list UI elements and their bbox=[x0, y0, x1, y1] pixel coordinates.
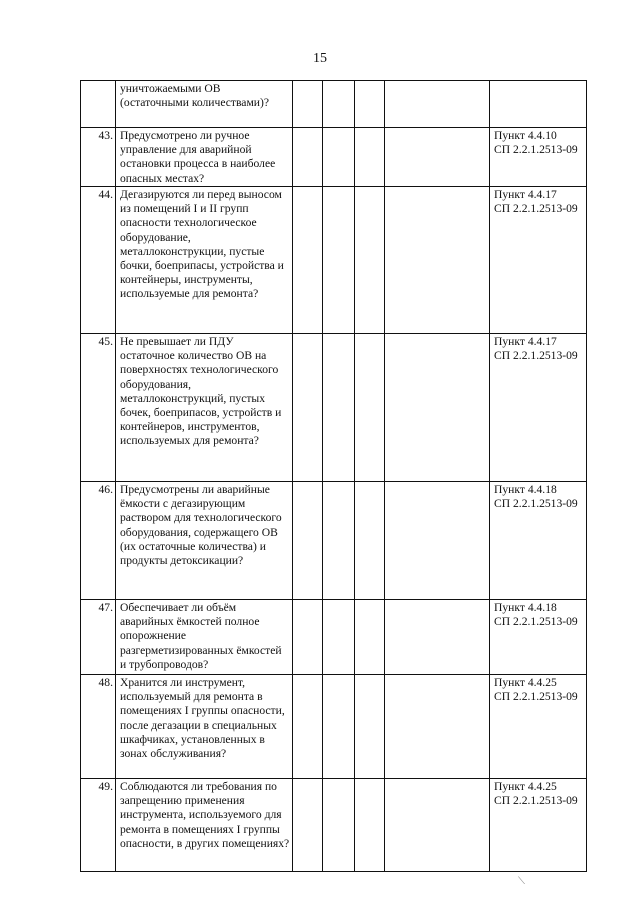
comment-cell[interactable] bbox=[385, 779, 490, 872]
reference-cell bbox=[490, 81, 587, 128]
answer-cell-na[interactable] bbox=[355, 600, 385, 675]
reference-cell bbox=[490, 600, 587, 675]
row-number: 43. bbox=[81, 128, 116, 187]
reference-document: СП 2.2.1.2513-09 bbox=[494, 143, 578, 157]
row-number: 47. bbox=[81, 600, 116, 675]
scan-speck-mark: ⟍ bbox=[518, 876, 525, 887]
answer-cell-na[interactable] bbox=[355, 675, 385, 779]
answer-cell-no[interactable] bbox=[323, 128, 355, 187]
table-row bbox=[81, 128, 587, 187]
row-number bbox=[81, 81, 116, 128]
answer-cell-no[interactable] bbox=[323, 600, 355, 675]
answer-cell-yes[interactable] bbox=[293, 187, 323, 334]
reference-document: СП 2.2.1.2513-09 bbox=[494, 794, 578, 808]
question-text: Не превышает ли ПДУ остаточное количество ОВ на поверхностях технологического оборудования, металлоконструкций, пустых бочек, боеприпасов, устройств и контейнеров, инструментов, используемых для ремонта? bbox=[120, 335, 282, 448]
reference-document: СП 2.2.1.2513-09 bbox=[494, 615, 578, 629]
answer-cell-no[interactable] bbox=[323, 187, 355, 334]
question-cell bbox=[116, 482, 293, 600]
reference-cell bbox=[490, 482, 587, 600]
answer-cell-no[interactable] bbox=[323, 482, 355, 600]
row-number: 46. bbox=[81, 482, 116, 600]
question-text: Предусмотрено ли ручное управление для аварийной остановки процесса в наиболее опасных местах? bbox=[120, 129, 276, 185]
table-row bbox=[81, 600, 587, 675]
reference-clause: Пункт 4.4.25 bbox=[494, 676, 557, 689]
comment-cell[interactable] bbox=[385, 600, 490, 675]
comment-cell[interactable] bbox=[385, 675, 490, 779]
row-number: 44. bbox=[81, 187, 116, 334]
reference-document: СП 2.2.1.2513-09 bbox=[494, 349, 578, 363]
reference-cell bbox=[490, 675, 587, 779]
reference-document: СП 2.2.1.2513-09 bbox=[494, 202, 578, 216]
reference-document: СП 2.2.1.2513-09 bbox=[494, 497, 578, 511]
answer-cell-yes[interactable] bbox=[293, 482, 323, 600]
table-row bbox=[81, 81, 587, 128]
reference-clause: Пункт 4.4.18 bbox=[494, 483, 557, 496]
table-row bbox=[81, 334, 587, 482]
question-text: Предусмотрены ли аварийные ёмкости с дегазирующим раствором для технологического оборудования, содержащего ОВ (их остаточные количества) и продукты детоксикации? bbox=[120, 483, 282, 568]
question-text: уничтожаемыми ОВ (остаточными количествами)? bbox=[120, 82, 269, 110]
question-cell bbox=[116, 128, 293, 187]
checklist-table bbox=[80, 80, 587, 872]
question-cell bbox=[116, 81, 293, 128]
question-cell bbox=[116, 334, 293, 482]
reference-cell bbox=[490, 779, 587, 872]
row-number: 48. bbox=[81, 675, 116, 779]
answer-cell-na[interactable] bbox=[355, 779, 385, 872]
answer-cell-yes[interactable] bbox=[293, 675, 323, 779]
answer-cell-no[interactable] bbox=[323, 81, 355, 128]
reference-clause: Пункт 4.4.10 bbox=[494, 129, 557, 142]
reference-clause: Пункт 4.4.17 bbox=[494, 188, 557, 201]
table-row bbox=[81, 482, 587, 600]
question-text: Дегазируются ли перед выносом из помещений I и II групп опасности технологическое оборудование, металлоконструкции, пустые бочки, боеприпасы, устройства и контейнеры, инструменты, используемые для ремонта? bbox=[120, 188, 284, 301]
reference-cell bbox=[490, 334, 587, 482]
question-text: Соблюдаются ли требования по запрещению применения инструмента, используемого для ремонта в помещениях I группы опасности, в других помещениях? bbox=[120, 780, 290, 850]
question-text: Хранится ли инструмент, используемый для ремонта в помещениях I группы опасности, после дегазации в специальных шкафчиках, установленных в зонах обслуживания? bbox=[120, 676, 285, 761]
answer-cell-yes[interactable] bbox=[293, 81, 323, 128]
comment-cell[interactable] bbox=[385, 187, 490, 334]
answer-cell-yes[interactable] bbox=[293, 334, 323, 482]
row-number: 49. bbox=[81, 779, 116, 872]
question-cell bbox=[116, 187, 293, 334]
table-row bbox=[81, 675, 587, 779]
answer-cell-yes[interactable] bbox=[293, 779, 323, 872]
answer-cell-no[interactable] bbox=[323, 334, 355, 482]
question-text: Обеспечивает ли объём аварийных ёмкостей полное опорожнение разгерметизированных ёмкостей и трубопроводов? bbox=[120, 601, 282, 671]
answer-cell-no[interactable] bbox=[323, 675, 355, 779]
answer-cell-na[interactable] bbox=[355, 482, 385, 600]
reference-cell bbox=[490, 187, 587, 334]
question-cell bbox=[116, 779, 293, 872]
reference-document: СП 2.2.1.2513-09 bbox=[494, 690, 578, 704]
comment-cell[interactable] bbox=[385, 128, 490, 187]
reference-clause: Пункт 4.4.17 bbox=[494, 335, 557, 348]
page-number: 15 bbox=[313, 51, 327, 66]
reference-clause: Пункт 4.4.25 bbox=[494, 780, 557, 793]
comment-cell[interactable] bbox=[385, 81, 490, 128]
row-number: 45. bbox=[81, 334, 116, 482]
reference-cell bbox=[490, 128, 587, 187]
answer-cell-yes[interactable] bbox=[293, 600, 323, 675]
question-cell bbox=[116, 600, 293, 675]
answer-cell-na[interactable] bbox=[355, 334, 385, 482]
comment-cell[interactable] bbox=[385, 334, 490, 482]
answer-cell-yes[interactable] bbox=[293, 128, 323, 187]
answer-cell-na[interactable] bbox=[355, 81, 385, 128]
answer-cell-na[interactable] bbox=[355, 187, 385, 334]
reference-clause: Пункт 4.4.18 bbox=[494, 601, 557, 614]
answer-cell-no[interactable] bbox=[323, 779, 355, 872]
table-row bbox=[81, 187, 587, 334]
question-cell bbox=[116, 675, 293, 779]
answer-cell-na[interactable] bbox=[355, 128, 385, 187]
comment-cell[interactable] bbox=[385, 482, 490, 600]
table-row bbox=[81, 779, 587, 872]
